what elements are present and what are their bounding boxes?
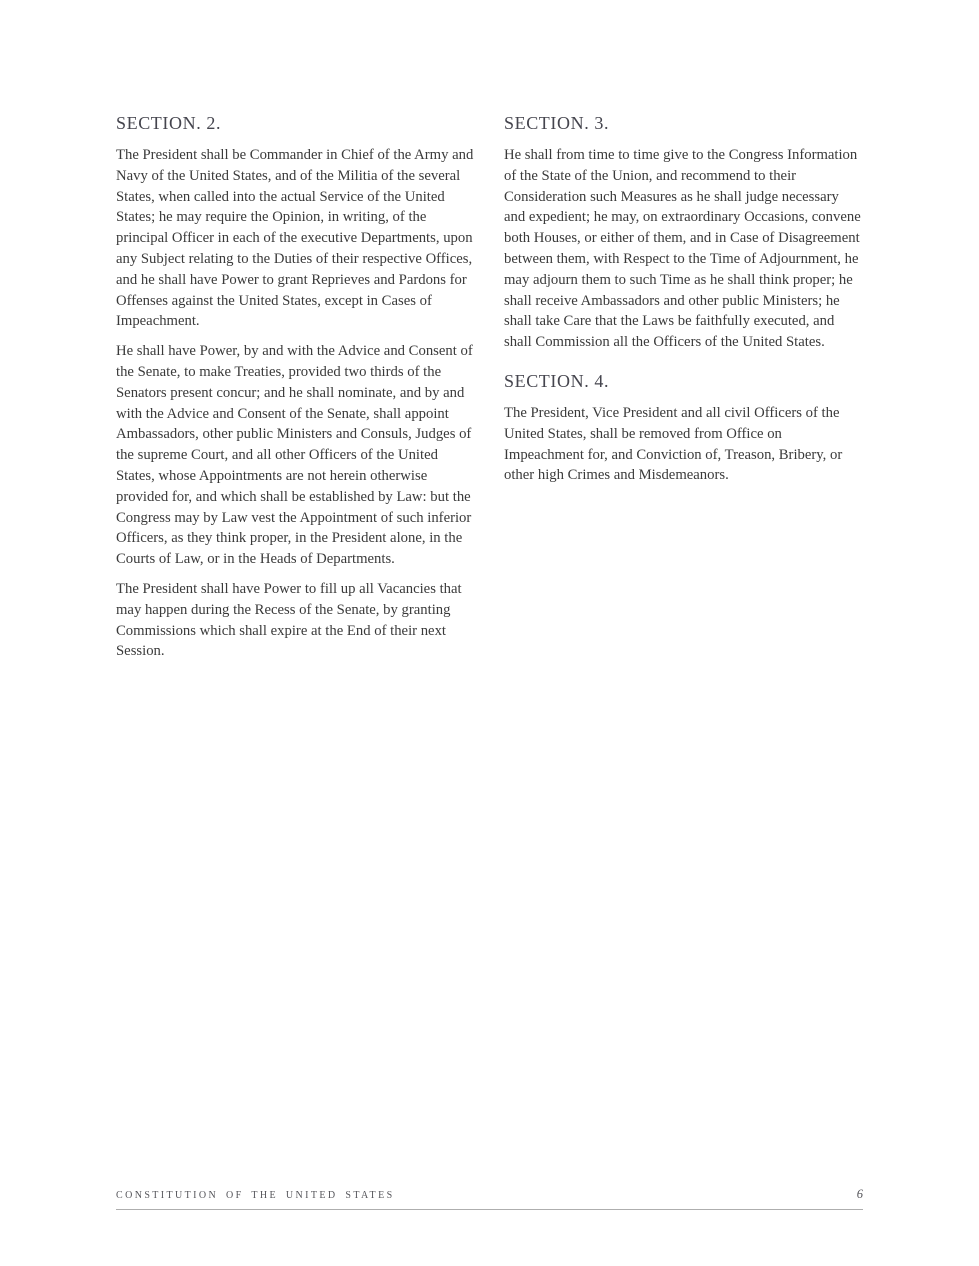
column-left xyxy=(116,112,474,671)
section-3-paragraph-1: He shall from time to time give to the Congress Information of the State of the Union, and recommend to their Consideration such Measures as he shall judge necessary and expedient; he may, on extraordinary Occasions, convene both Houses, or either of them, and in Case of Disagreement between them, with Respect to the Time of Adjournment, he may adjourn them to such Time as he shall think proper; he shall receive Ambassadors and other public Ministers; he shall take Care that the Laws be faithfully executed, and shall Commission all the Officers of the United States. xyxy=(504,147,861,351)
section-2-heading: SECTION. 2. xyxy=(116,113,222,133)
page-number: 6 xyxy=(856,1187,863,1201)
section-2-paragraph-3: The President shall have Power to fill up all Vacancies that may happen during the Recess of the Senate, by granting Commissions which shall expire at the End of their next Session. xyxy=(116,580,462,660)
section-2-paragraph-2: He shall have Power, by and with the Advice and Consent of the Senate, to make Treaties, provided two thirds of the Senators present concur; and he shall nominate, and by and with the Advice and Consent of the Senate, shall appoint Ambassadors, other public Ministers and Consuls, Judges of the supreme Court, and all other Officers of the United States, whose Appointments are not herein otherwise provided for, and which shall be established by Law: but the Congress may by Law vest the Appointment of such inferior Officers, as they think proper, in the President alone, in the Courts of Law, or in the Heads of Departments. xyxy=(116,343,473,568)
section-3-heading: SECTION. 3. xyxy=(504,113,610,133)
column-right xyxy=(504,112,862,495)
section-4-paragraph-1: The President, Vice President and all civil Officers of the United States, shall be removed from Office on Impeachment for, and Conviction of, Treason, Bribery, or other high Crimes and Misdemeanors. xyxy=(504,404,843,484)
page-footer xyxy=(116,1187,863,1210)
section-4-heading: SECTION. 4. xyxy=(504,370,610,391)
section-2-paragraph-1: The President shall be Commander in Chief of the Army and Navy of the United States, and of the Militia of the several States, when called into the actual Service of the United States; he may require the Opinion, in writing, of the principal Officer in each of the executive Departments, upon any Subject relating to the Duties of their respective Offices, and he shall have Power to grant Reprieves and Pardons for Offenses against the United States, except in Cases of Impeachment. xyxy=(116,147,474,330)
footer-running-title: CONSTITUTION OF THE UNITED STATES xyxy=(116,1190,395,1201)
